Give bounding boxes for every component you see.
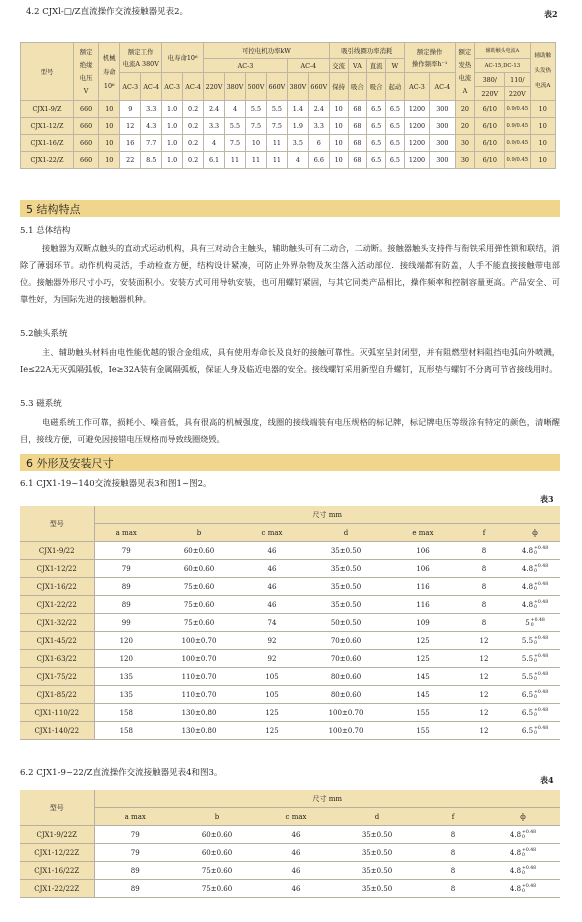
cell-model: CJX1-110/22 <box>20 704 94 722</box>
cell-model: CJX1-12/22 <box>20 560 94 578</box>
cell-c: 105 <box>240 668 304 686</box>
cell-model: CJX1-9/22 <box>20 542 94 560</box>
cell-a: 158 <box>94 722 158 740</box>
cell-d: 35±0.50 <box>304 560 388 578</box>
cell-power: 7.5 <box>266 118 287 135</box>
cell-phi: 4.8 +0.48 0 <box>510 578 560 596</box>
cell-phi: 5 +0.48 0 <box>510 614 560 632</box>
header-coil-ac: 交流 <box>329 59 348 73</box>
cell-power: 2.4 <box>204 101 225 118</box>
cell-f: 8 <box>458 614 510 632</box>
cell-power: 2.4 <box>308 101 329 118</box>
cell-d: 35±0.50 <box>304 578 388 596</box>
cell-power: 4 <box>204 135 225 152</box>
cell-coil: 68 <box>348 118 367 135</box>
header-coil-va: VA <box>348 59 367 73</box>
cell-insulation-voltage: 660 <box>73 101 98 118</box>
cell-model: CJX1-16/Z <box>21 135 74 152</box>
cell-aux-1: 6/10 <box>475 101 505 118</box>
cell-a: 89 <box>94 880 176 898</box>
table-row <box>20 632 560 650</box>
t3-header-size: 尺寸 mm <box>94 506 560 524</box>
cell-phi: 5.5 +0.48 0 <box>510 668 560 686</box>
cell-b: 75±0.60 <box>176 880 258 898</box>
cell-life-ac3: 1.0 <box>162 101 183 118</box>
cell-life-ac4: 0.2 <box>183 135 204 152</box>
cell-mech-life: 10 <box>99 135 120 152</box>
cell-coil: 68 <box>348 101 367 118</box>
cell-coil: 10 <box>329 152 348 169</box>
cell-e: 109 <box>388 614 458 632</box>
cell-insulation-voltage: 660 <box>73 135 98 152</box>
cell-b: 130±0.80 <box>158 704 240 722</box>
cell-b: 110±0.70 <box>158 686 240 704</box>
cell-model: CJX1-22/22 <box>20 596 94 614</box>
cell-model: CJX1-9/Z <box>21 101 74 118</box>
cell-e: 106 <box>388 542 458 560</box>
cell-power: 11 <box>225 152 246 169</box>
header-freq-ac4: AC-4 <box>430 73 455 101</box>
t4-header-phi: ф <box>486 808 560 826</box>
cell-power: 10 <box>245 135 266 152</box>
cell-d: 100±0.70 <box>304 704 388 722</box>
cell-e: 155 <box>388 704 458 722</box>
header-mech-life: 机械 寿命 10⁶ <box>99 43 120 101</box>
cell-phi: 4.8 +0.48 0 <box>486 844 560 862</box>
cell-mech-life: 10 <box>99 152 120 169</box>
header-aux-v2a: 110/ <box>505 73 530 87</box>
cell-power: 4 <box>287 152 308 169</box>
cell-b: 75±0.60 <box>158 614 240 632</box>
cell-phi: 4.8 +0.48 0 <box>510 560 560 578</box>
cell-current-ac3: 16 <box>120 135 141 152</box>
cell-power: 6.6 <box>308 152 329 169</box>
cell-f: 12 <box>458 686 510 704</box>
cell-c: 46 <box>258 880 334 898</box>
cell-life-ac3: 1.0 <box>162 135 183 152</box>
cell-f: 12 <box>458 650 510 668</box>
cell-freq-ac4: 300 <box>430 118 455 135</box>
header-aux-v1b: 220V <box>475 87 505 101</box>
subheading-5-1: 5.1 总体结构 <box>20 226 71 236</box>
cell-a: 89 <box>94 596 158 614</box>
cell-c: 46 <box>240 560 304 578</box>
header-v4-660: 660V <box>308 73 329 101</box>
cell-e: 155 <box>388 722 458 740</box>
cell-a: 135 <box>94 686 158 704</box>
cell-power: 1.4 <box>287 101 308 118</box>
header-v4-380: 380V <box>287 73 308 101</box>
cell-phi: 5.5 +0.48 0 <box>510 650 560 668</box>
header-v-380: 380V <box>225 73 246 101</box>
cell-aux-1: 6/10 <box>475 152 505 169</box>
cell-coil: 6.5 <box>386 118 405 135</box>
table-row <box>20 880 560 898</box>
cell-coil: 6.5 <box>386 101 405 118</box>
cell-heat-current: 20 <box>455 101 475 118</box>
cell-current-ac4: 3.3 <box>141 101 162 118</box>
t4-header-b: b <box>176 808 258 826</box>
table-row <box>20 862 560 880</box>
header-coil-dc-pull: 吸合 <box>367 73 386 101</box>
header-aux-heat: 辅助触 头发热 电流A <box>530 43 556 101</box>
cell-f: 8 <box>420 880 486 898</box>
cell-b: 60±0.60 <box>176 826 258 844</box>
cell-b: 60±0.60 <box>158 560 240 578</box>
cell-aux-heat: 10 <box>530 101 556 118</box>
cell-heat-current: 30 <box>455 152 475 169</box>
subheading-5-2: 5.2触头系统 <box>20 329 68 339</box>
cell-coil: 68 <box>348 152 367 169</box>
cell-insulation-voltage: 660 <box>73 118 98 135</box>
cell-mech-life: 10 <box>99 118 120 135</box>
header-life-ac4: AC-4 <box>183 73 204 101</box>
cell-power: 6 <box>308 135 329 152</box>
cell-model: CJX1-32/22 <box>20 614 94 632</box>
cell-model: CJX1-22/22Z <box>20 880 94 898</box>
cell-aux-2: 0.9/0.45 <box>505 118 530 135</box>
cell-coil: 6.5 <box>386 135 405 152</box>
cell-e: 106 <box>388 560 458 578</box>
cell-power: 3.3 <box>204 118 225 135</box>
header-heat-current: 额定 发热 电流 A <box>455 43 475 101</box>
table-row <box>20 596 560 614</box>
cell-a: 99 <box>94 614 158 632</box>
cell-model: CJX1-9/22Z <box>20 826 94 844</box>
cell-d: 80±0.60 <box>304 668 388 686</box>
table-row <box>20 560 560 578</box>
cell-model: CJX1-22/Z <box>21 152 74 169</box>
cell-f: 8 <box>458 560 510 578</box>
t4-header-model: 型号 <box>20 790 94 826</box>
header-coil-dc: 直流 <box>367 59 386 73</box>
cell-aux-2: 0.9/0.45 <box>505 101 530 118</box>
cell-current-ac4: 4.3 <box>141 118 162 135</box>
cell-f: 8 <box>420 844 486 862</box>
cell-b: 110±0.70 <box>158 668 240 686</box>
table-row <box>20 704 560 722</box>
cell-coil: 10 <box>329 135 348 152</box>
cell-freq-ac3: 1200 <box>404 101 429 118</box>
cell-power: 3.5 <box>287 135 308 152</box>
t4-header-f: f <box>420 808 486 826</box>
cell-b: 130±0.80 <box>158 722 240 740</box>
header-power-ac4: AC-4 <box>287 59 329 73</box>
table-3 <box>20 506 560 740</box>
cell-heat-current: 20 <box>455 118 475 135</box>
cell-a: 135 <box>94 668 158 686</box>
cell-c: 105 <box>240 686 304 704</box>
t4-header-c: c max <box>258 808 334 826</box>
cell-a: 79 <box>94 542 158 560</box>
cell-coil: 10 <box>329 101 348 118</box>
cell-d: 80±0.60 <box>304 686 388 704</box>
header-insulation-voltage: 额定 绝缘 电压 V <box>73 43 98 101</box>
section-6-heading: 6 外形及安装尺寸 <box>20 454 560 471</box>
header-ac3: AC-3 <box>120 73 141 101</box>
cell-phi: 6.5 +0.48 0 <box>510 686 560 704</box>
table-row <box>20 650 560 668</box>
cell-phi: 6.5 +0.48 0 <box>510 704 560 722</box>
cell-phi: 4.8 +0.48 0 <box>486 880 560 898</box>
cell-model: CJX1-140/22 <box>20 722 94 740</box>
cell-coil: 6.5 <box>367 101 386 118</box>
header-v-660: 660V <box>266 73 287 101</box>
header-op-freq: 额定操作 操作频率h⁻¹ <box>404 43 455 73</box>
cell-b: 75±0.60 <box>176 862 258 880</box>
cell-heat-current: 30 <box>455 135 475 152</box>
table-row <box>20 668 560 686</box>
cell-power: 3.3 <box>308 118 329 135</box>
table-row <box>20 722 560 740</box>
cell-f: 12 <box>458 632 510 650</box>
cell-freq-ac3: 1200 <box>404 152 429 169</box>
cell-c: 46 <box>240 596 304 614</box>
cell-model: CJX1-12/Z <box>21 118 74 135</box>
cell-aux-1: 6/10 <box>475 118 505 135</box>
t4-header-size: 尺寸 mm <box>94 790 560 808</box>
cell-a: 89 <box>94 862 176 880</box>
table-row <box>21 135 556 152</box>
cell-f: 8 <box>458 596 510 614</box>
cell-f: 8 <box>420 862 486 880</box>
cell-coil: 6.5 <box>367 118 386 135</box>
cell-power: 7.5 <box>225 135 246 152</box>
cell-freq-ac3: 1200 <box>404 118 429 135</box>
cell-freq-ac4: 300 <box>430 152 455 169</box>
t3-header-f: f <box>458 524 510 542</box>
header-aux-types: AC-15,DC-13 <box>475 59 530 73</box>
header-coil-w: W <box>386 59 405 73</box>
cell-c: 46 <box>258 844 334 862</box>
cell-power: 1.9 <box>287 118 308 135</box>
cell-life-ac4: 0.2 <box>183 152 204 169</box>
cell-model: CJX1-85/22 <box>20 686 94 704</box>
t3-header-b: b <box>158 524 240 542</box>
table-row <box>20 826 560 844</box>
cell-c: 92 <box>240 632 304 650</box>
t4-header-a: a max <box>94 808 176 826</box>
subheading-5-3: 5.3 磁系统 <box>20 399 62 409</box>
header-aux-v2b: 220V <box>505 87 530 101</box>
cell-power: 5.5 <box>225 118 246 135</box>
cell-current-ac4: 8.5 <box>141 152 162 169</box>
header-coil-hold: 保持 <box>329 73 348 101</box>
cell-f: 12 <box>458 668 510 686</box>
table-row <box>21 152 556 169</box>
cell-b: 100±0.70 <box>158 632 240 650</box>
cell-current-ac3: 9 <box>120 101 141 118</box>
cell-power: 11 <box>266 152 287 169</box>
cell-power: 7.5 <box>245 118 266 135</box>
cell-power: 4 <box>225 101 246 118</box>
cell-model: CJX1-16/22 <box>20 578 94 596</box>
cell-aux-heat: 10 <box>530 135 556 152</box>
cell-power: 5.5 <box>245 101 266 118</box>
cell-d: 35±0.50 <box>334 880 420 898</box>
header-aux-current: 辅助触头电流A <box>475 43 530 59</box>
cell-e: 116 <box>388 596 458 614</box>
table-row <box>20 578 560 596</box>
cell-phi: 4.8 +0.48 0 <box>486 826 560 844</box>
cell-phi: 4.8 +0.48 0 <box>510 596 560 614</box>
cell-d: 100±0.70 <box>304 722 388 740</box>
cell-coil: 6.5 <box>367 135 386 152</box>
cell-d: 70±0.60 <box>304 632 388 650</box>
cell-aux-2: 0.9/0.45 <box>505 135 530 152</box>
cell-a: 158 <box>94 704 158 722</box>
cell-b: 60±0.60 <box>158 542 240 560</box>
t3-header-model: 型号 <box>20 506 94 542</box>
cell-d: 35±0.50 <box>304 596 388 614</box>
header-rated-current: 额定工作 电流A 380V <box>120 43 162 73</box>
header-coil-start: 起动 <box>386 73 405 101</box>
cell-d: 70±0.60 <box>304 650 388 668</box>
table-row <box>20 542 560 560</box>
paragraph-5-3: 电磁系统工作可靠，损耗小、噪音低，具有很高的机械强度，线圈的接线端装有电压规格的标记牌，标记牌电压等级涂有特定的颜色，清晰醒目，接线方便，可避免因接错电压规格而导致线圈烧毁。 <box>20 417 560 444</box>
cell-e: 145 <box>388 686 458 704</box>
cell-aux-2: 0.9/0.45 <box>505 152 530 169</box>
cell-coil: 68 <box>348 135 367 152</box>
table-row <box>20 614 560 632</box>
paragraph-5-1: 接触器为双断点触头的直动式运动机构，具有三对动合主触头，辅助触头可有二动合，二动断。接触器触头支持件与衔铁采用弹性锁和联结，消除了薄弱环节。动作机构灵活，手动检查方便，结构设计紧凑，可防止外界杂物及灰尘落入活动部位．接线端都有防盖，人手不能直接接触带电部位。接触器外形尺寸小巧，安装面积小。安装方式可用导轨安装，也可用螺钉紧固，与其它同类产品相比，操作频率和控制容量更高。产品安全、可靠性好，为国际先进的接触器机种。 <box>20 243 560 304</box>
header-model: 型号 <box>21 43 74 101</box>
cell-life-ac3: 1.0 <box>162 118 183 135</box>
cell-d: 35±0.50 <box>334 844 420 862</box>
cell-c: 125 <box>240 722 304 740</box>
cell-current-ac4: 7.7 <box>141 135 162 152</box>
cell-c: 46 <box>240 542 304 560</box>
t3-header-c: c max <box>240 524 304 542</box>
cell-coil: 10 <box>329 118 348 135</box>
cell-current-ac3: 22 <box>120 152 141 169</box>
t3-header-d: d <box>304 524 388 542</box>
table-row <box>21 101 556 118</box>
table-3-label: 表3 <box>540 494 554 504</box>
t3-header-a: a max <box>94 524 158 542</box>
cell-phi: 4.8 +0.48 0 <box>510 542 560 560</box>
cell-model: CJX1-12/22Z <box>20 844 94 862</box>
cell-d: 35±0.50 <box>334 862 420 880</box>
cell-c: 125 <box>240 704 304 722</box>
cell-e: 145 <box>388 668 458 686</box>
cell-f: 8 <box>420 826 486 844</box>
cell-power: 11 <box>245 152 266 169</box>
cell-f: 12 <box>458 704 510 722</box>
section-5-heading: 5 结构特点 <box>20 200 560 217</box>
cell-e: 125 <box>388 650 458 668</box>
header-coil: 吸引线圈功率消耗 <box>329 43 404 59</box>
cell-f: 8 <box>458 542 510 560</box>
header-power-ac3: AC-3 <box>204 59 288 73</box>
caption-6-1: 6.1 CJX1-19~140交流接触器见表3和图1~图2。 <box>20 479 212 489</box>
cell-mech-life: 10 <box>99 101 120 118</box>
cell-power: 6.1 <box>204 152 225 169</box>
cell-d: 35±0.50 <box>304 542 388 560</box>
cell-b: 75±0.60 <box>158 596 240 614</box>
table-4 <box>20 790 560 898</box>
cell-a: 120 <box>94 632 158 650</box>
header-freq-ac3: AC-3 <box>404 73 429 101</box>
t3-header-phi: ф <box>510 524 560 542</box>
cell-model: CJX1-16/22Z <box>20 862 94 880</box>
cell-a: 79 <box>94 844 176 862</box>
cell-c: 92 <box>240 650 304 668</box>
cell-d: 35±0.50 <box>334 826 420 844</box>
cell-insulation-voltage: 660 <box>73 152 98 169</box>
header-v-500: 500V <box>245 73 266 101</box>
cell-c: 46 <box>258 862 334 880</box>
cell-b: 100±0.70 <box>158 650 240 668</box>
header-coil-pull: 吸合 <box>348 73 367 101</box>
cell-e: 116 <box>388 578 458 596</box>
table-2-label: 表2 <box>544 9 558 19</box>
cell-freq-ac4: 300 <box>430 101 455 118</box>
header-ac4: AC-4 <box>141 73 162 101</box>
cell-a: 79 <box>94 826 176 844</box>
cell-life-ac4: 0.2 <box>183 101 204 118</box>
cell-c: 46 <box>258 826 334 844</box>
cell-power: 5.5 <box>266 101 287 118</box>
header-v-220: 220V <box>204 73 225 101</box>
cell-a: 120 <box>94 650 158 668</box>
cell-model: CJX1-63/22 <box>20 650 94 668</box>
cell-freq-ac3: 1200 <box>404 135 429 152</box>
cell-a: 79 <box>94 560 158 578</box>
cell-phi: 4.8 +0.48 0 <box>486 862 560 880</box>
cell-b: 60±0.60 <box>176 844 258 862</box>
cell-f: 8 <box>458 578 510 596</box>
cell-life-ac4: 0.2 <box>183 118 204 135</box>
t4-header-d: d <box>334 808 420 826</box>
cell-freq-ac4: 300 <box>430 135 455 152</box>
caption-4-2: 4.2 CJXl-□/Z直流操作交流接触器见表2。 <box>26 7 188 17</box>
cell-model: CJX1-75/22 <box>20 668 94 686</box>
cell-power: 11 <box>266 135 287 152</box>
cell-e: 125 <box>388 632 458 650</box>
header-aux-v1a: 380/ <box>475 73 505 87</box>
table-row <box>20 686 560 704</box>
cell-c: 46 <box>240 578 304 596</box>
cell-model: CJX1-45/22 <box>20 632 94 650</box>
caption-6-2: 6.2 CJX1-9~22/Z直流操作交流接触器见表4和图3。 <box>20 768 223 778</box>
cell-coil: 6.5 <box>367 152 386 169</box>
cell-aux-1: 6/10 <box>475 135 505 152</box>
table-row <box>21 118 556 135</box>
cell-phi: 5.5 +0.48 0 <box>510 632 560 650</box>
table-4-label: 表4 <box>540 775 554 785</box>
cell-coil: 6.5 <box>386 152 405 169</box>
header-life-ac3: AC-3 <box>162 73 183 101</box>
cell-f: 12 <box>458 722 510 740</box>
table-2 <box>20 42 556 169</box>
paragraph-5-2: 主、辅助触头材料由电性能优越的银合金组成，具有使用寿命长及良好的接触可靠性。灭弧室呈封闭型，并有阻燃型材料阻挡电弧向外喷溅，Ie≤22A无灭弧隔弧板，Ie≥32A装有金属隔弧板，保证人身及临近电器的安全。接线螺钉采用新型自升螺钉，瓦形垫与螺钉不分离可节省接线用时。 <box>20 347 560 374</box>
table-row <box>20 844 560 862</box>
cell-c: 74 <box>240 614 304 632</box>
header-power: 可控电机功率kW <box>204 43 330 59</box>
cell-life-ac3: 1.0 <box>162 152 183 169</box>
cell-aux-heat: 10 <box>530 152 556 169</box>
cell-b: 75±0.60 <box>158 578 240 596</box>
cell-phi: 6.5 +0.48 0 <box>510 722 560 740</box>
cell-current-ac3: 12 <box>120 118 141 135</box>
header-elec-life: 电寿命10⁶ <box>162 43 204 73</box>
cell-aux-heat: 10 <box>530 118 556 135</box>
cell-a: 89 <box>94 578 158 596</box>
cell-d: 50±0.50 <box>304 614 388 632</box>
t3-header-e: e max <box>388 524 458 542</box>
